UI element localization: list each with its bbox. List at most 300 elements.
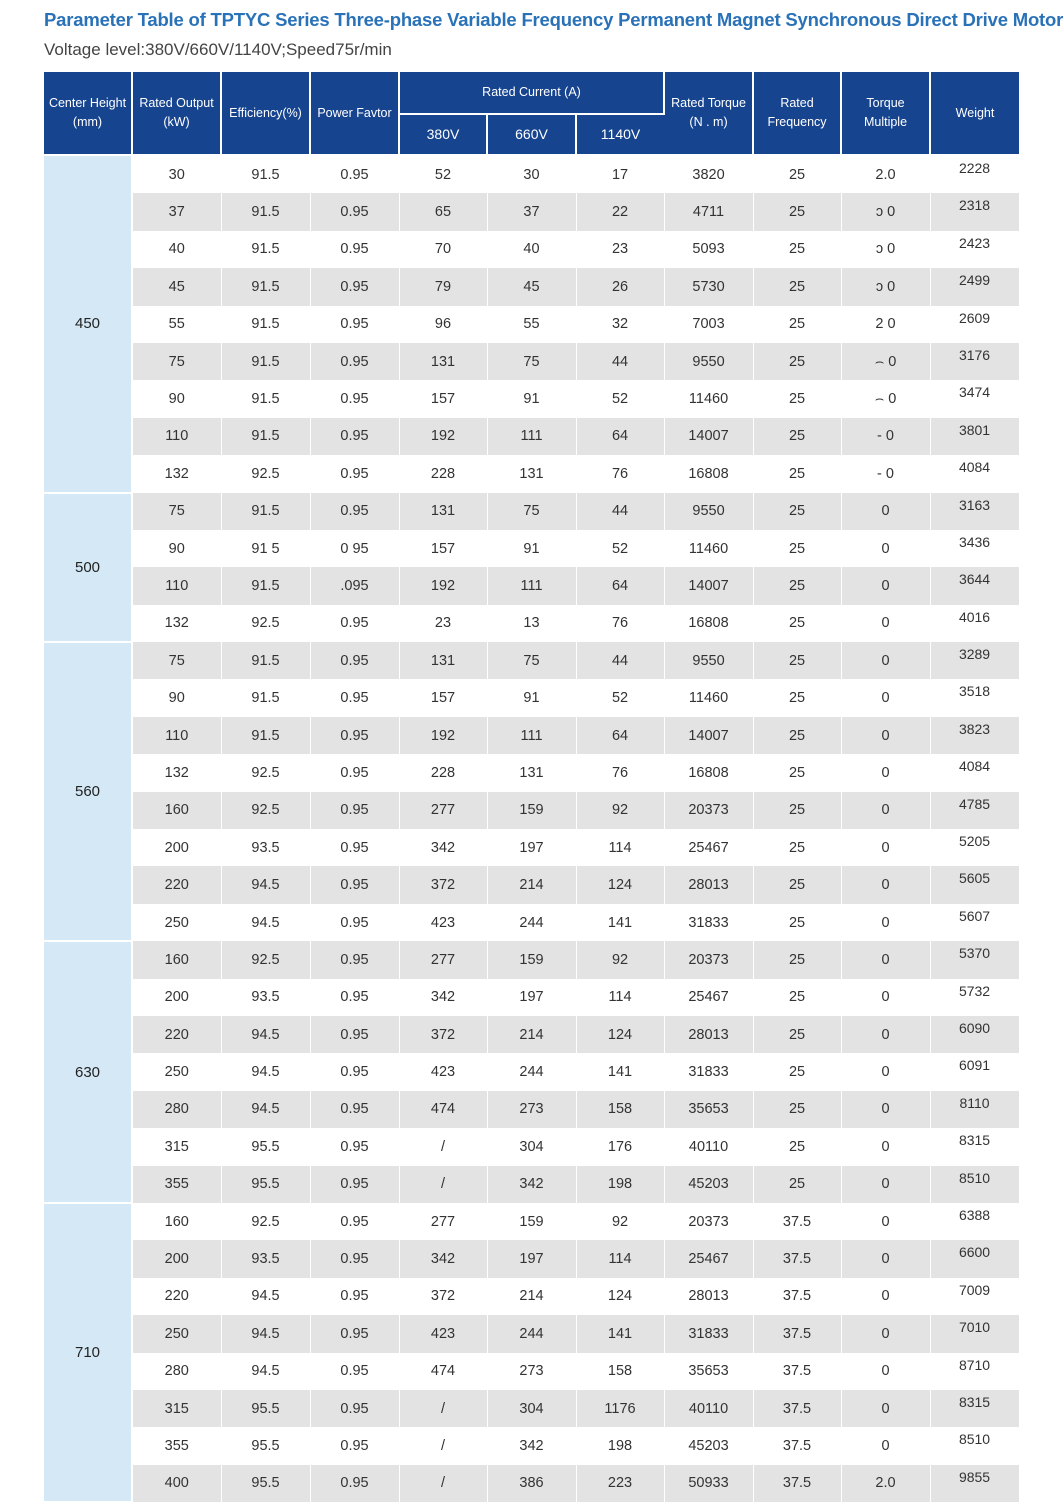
- rated-output-cell: 110: [132, 418, 221, 455]
- rated-torque-cell: 50933: [664, 1465, 753, 1502]
- table-row: [44, 1315, 1019, 1352]
- efficiency-cell: 91.5: [221, 679, 310, 716]
- torque-multiple-cell: 0: [841, 1427, 930, 1464]
- rated-output-cell: 45: [132, 268, 221, 305]
- rated-output-cell: 110: [132, 567, 221, 604]
- rated-output-cell: 200: [132, 829, 221, 866]
- efficiency-cell: 92.5: [221, 941, 310, 978]
- weight-cell: 5370: [930, 941, 1019, 978]
- current-1140v-cell: 76: [576, 605, 664, 642]
- current-380v-cell: 342: [399, 829, 487, 866]
- current-660v-cell: 214: [487, 866, 576, 903]
- rated-output-cell: 160: [132, 792, 221, 829]
- rated-frequency-cell: 25: [753, 231, 841, 268]
- table-row: [44, 1427, 1019, 1464]
- weight-cell: 5732: [930, 979, 1019, 1016]
- torque-multiple-cell: 0: [841, 1053, 930, 1090]
- efficiency-cell: 95.5: [221, 1166, 310, 1203]
- rated-output-cell: 355: [132, 1166, 221, 1203]
- rated-frequency-cell: 25: [753, 343, 841, 380]
- header-rated-torque: [664, 72, 753, 155]
- rated-output-cell: 75: [132, 642, 221, 679]
- torque-multiple-cell: 0: [841, 866, 930, 903]
- rated-torque-cell: 9550: [664, 642, 753, 679]
- rated-frequency-cell: 25: [753, 1016, 841, 1053]
- rated-frequency-cell: 25: [753, 792, 841, 829]
- rated-torque-cell: 31833: [664, 1315, 753, 1352]
- efficiency-cell: 93.5: [221, 1240, 310, 1277]
- weight-cell: 3289: [930, 642, 1019, 679]
- current-660v-cell: 159: [487, 941, 576, 978]
- header-center-height-unit: (mm): [72, 115, 103, 129]
- power-factor-cell: 0.95: [310, 455, 399, 492]
- rated-output-cell: 90: [132, 679, 221, 716]
- rated-torque-cell: 28013: [664, 866, 753, 903]
- rated-output-cell: 250: [132, 904, 221, 941]
- weight-cell: 3801: [930, 418, 1019, 455]
- weight-cell: 3474: [930, 380, 1019, 417]
- rated-output-cell: 55: [132, 306, 221, 343]
- table-row: [44, 1240, 1019, 1277]
- power-factor-cell: 0.95: [310, 904, 399, 941]
- current-380v-cell: /: [399, 1427, 487, 1464]
- power-factor-cell: 0.95: [310, 493, 399, 530]
- current-380v-cell: 157: [399, 530, 487, 567]
- rated-output-cell: 75: [132, 493, 221, 530]
- power-factor-cell: 0.95: [310, 979, 399, 1016]
- efficiency-cell: 91.5: [221, 193, 310, 230]
- torque-multiple-cell: 0: [841, 1016, 930, 1053]
- weight-cell: 4084: [930, 455, 1019, 492]
- current-380v-cell: 131: [399, 493, 487, 530]
- rated-frequency-cell: 25: [753, 866, 841, 903]
- parameter-table: [44, 72, 1020, 1503]
- current-1140v-cell: 52: [576, 530, 664, 567]
- efficiency-cell: 91.5: [221, 380, 310, 417]
- table-row: [44, 1465, 1019, 1502]
- current-380v-cell: 65: [399, 193, 487, 230]
- current-380v-cell: 423: [399, 1053, 487, 1090]
- current-660v-cell: 75: [487, 493, 576, 530]
- page-subtitle: Voltage level:380V/660V/1140V;Speed75r/min: [44, 40, 392, 59]
- power-factor-cell: 0.95: [310, 1091, 399, 1128]
- torque-multiple-cell: 0: [841, 979, 930, 1016]
- current-660v-cell: 197: [487, 829, 576, 866]
- table-row: [44, 1278, 1019, 1315]
- weight-cell: 6091: [930, 1053, 1019, 1090]
- header-center-height: [44, 72, 132, 155]
- current-380v-cell: /: [399, 1166, 487, 1203]
- efficiency-cell: 95.5: [221, 1427, 310, 1464]
- power-factor-cell: 0.95: [310, 679, 399, 716]
- table-row: [44, 231, 1019, 268]
- current-660v-cell: 111: [487, 418, 576, 455]
- current-380v-cell: 192: [399, 418, 487, 455]
- header-efficiency: Efficiency(%): [221, 72, 310, 155]
- efficiency-cell: 93.5: [221, 979, 310, 1016]
- weight-cell: 2318: [930, 193, 1019, 230]
- torque-multiple-cell: 0: [841, 642, 930, 679]
- rated-torque-cell: 16808: [664, 754, 753, 791]
- center-height-cell: 450: [44, 155, 132, 493]
- efficiency-cell: 91.5: [221, 155, 310, 193]
- rated-frequency-cell: 25: [753, 530, 841, 567]
- rated-output-cell: 400: [132, 1465, 221, 1502]
- current-1140v-cell: 52: [576, 380, 664, 417]
- rated-output-cell: 315: [132, 1390, 221, 1427]
- rated-torque-cell: 16808: [664, 605, 753, 642]
- rated-frequency-cell: 25: [753, 1166, 841, 1203]
- rated-output-cell: 132: [132, 455, 221, 492]
- weight-cell: 6600: [930, 1240, 1019, 1277]
- current-660v-cell: 30: [487, 155, 576, 193]
- current-660v-cell: 159: [487, 792, 576, 829]
- weight-cell: 8315: [930, 1390, 1019, 1427]
- current-660v-cell: 244: [487, 904, 576, 941]
- efficiency-cell: 92.5: [221, 792, 310, 829]
- table-row: [44, 530, 1019, 567]
- table-row: [44, 754, 1019, 791]
- rated-torque-cell: 20373: [664, 792, 753, 829]
- rated-frequency-cell: 25: [753, 306, 841, 343]
- table-row: [44, 605, 1019, 642]
- torque-multiple-cell: 0: [841, 1315, 930, 1352]
- rated-frequency-cell: 37.5: [753, 1353, 841, 1390]
- current-380v-cell: /: [399, 1390, 487, 1427]
- table-row: [44, 155, 1019, 193]
- rated-output-cell: 200: [132, 1240, 221, 1277]
- current-660v-cell: 111: [487, 567, 576, 604]
- rated-frequency-cell: 25: [753, 268, 841, 305]
- table-row: [44, 866, 1019, 903]
- rated-torque-cell: 25467: [664, 979, 753, 1016]
- current-660v-cell: 214: [487, 1278, 576, 1315]
- rated-torque-cell: 14007: [664, 567, 753, 604]
- power-factor-cell: 0.95: [310, 605, 399, 642]
- rated-frequency-cell: 37.5: [753, 1278, 841, 1315]
- power-factor-cell: 0 95: [310, 530, 399, 567]
- current-380v-cell: 192: [399, 567, 487, 604]
- table-row: [44, 679, 1019, 716]
- efficiency-cell: 91.5: [221, 717, 310, 754]
- current-380v-cell: 423: [399, 1315, 487, 1352]
- header-rated-torque-label: Rated Torque: [671, 96, 746, 110]
- efficiency-cell: 94.5: [221, 1278, 310, 1315]
- efficiency-cell: 91.5: [221, 343, 310, 380]
- header-torque-multiple-line2: Multiple: [863, 115, 908, 129]
- rated-torque-cell: 35653: [664, 1353, 753, 1390]
- current-1140v-cell: 124: [576, 866, 664, 903]
- rated-output-cell: 160: [132, 941, 221, 978]
- torque-multiple-cell: ⌢ 0: [841, 380, 930, 417]
- efficiency-cell: 92.5: [221, 455, 310, 492]
- current-380v-cell: 474: [399, 1091, 487, 1128]
- power-factor-cell: 0.95: [310, 1315, 399, 1352]
- rated-frequency-cell: 25: [753, 193, 841, 230]
- rated-frequency-cell: 25: [753, 904, 841, 941]
- rated-torque-cell: 31833: [664, 1053, 753, 1090]
- current-660v-cell: 159: [487, 1203, 576, 1240]
- table-row: [44, 567, 1019, 604]
- rated-frequency-cell: 25: [753, 754, 841, 791]
- current-380v-cell: 228: [399, 455, 487, 492]
- weight-cell: 8510: [930, 1427, 1019, 1464]
- torque-multiple-cell: 0: [841, 1390, 930, 1427]
- rated-torque-cell: 40110: [664, 1390, 753, 1427]
- efficiency-cell: 94.5: [221, 1315, 310, 1352]
- current-380v-cell: 423: [399, 904, 487, 941]
- weight-cell: 5605: [930, 866, 1019, 903]
- power-factor-cell: 0.95: [310, 1353, 399, 1390]
- weight-cell: 3436: [930, 530, 1019, 567]
- rated-output-cell: 30: [132, 155, 221, 193]
- torque-multiple-cell: 0: [841, 530, 930, 567]
- current-1140v-cell: 114: [576, 1240, 664, 1277]
- current-380v-cell: 277: [399, 1203, 487, 1240]
- current-380v-cell: 157: [399, 679, 487, 716]
- center-height-cell: 500: [44, 493, 132, 643]
- current-660v-cell: 55: [487, 306, 576, 343]
- current-1140v-cell: 64: [576, 717, 664, 754]
- current-1140v-cell: 64: [576, 567, 664, 604]
- weight-cell: 8710: [930, 1353, 1019, 1390]
- power-factor-cell: 0.95: [310, 1465, 399, 1502]
- rated-output-cell: 160: [132, 1203, 221, 1240]
- current-380v-cell: 342: [399, 979, 487, 1016]
- table-row: [44, 380, 1019, 417]
- current-1140v-cell: 114: [576, 829, 664, 866]
- table-row: [44, 306, 1019, 343]
- center-height-cell: 710: [44, 1203, 132, 1502]
- table-row: [44, 829, 1019, 866]
- power-factor-cell: 0.95: [310, 829, 399, 866]
- efficiency-cell: 92.5: [221, 1203, 310, 1240]
- current-1140v-cell: 23: [576, 231, 664, 268]
- power-factor-cell: 0.95: [310, 231, 399, 268]
- rated-torque-cell: 11460: [664, 380, 753, 417]
- current-1140v-cell: 22: [576, 193, 664, 230]
- rated-torque-cell: 5093: [664, 231, 753, 268]
- current-660v-cell: 197: [487, 979, 576, 1016]
- table-row: [44, 1390, 1019, 1427]
- header-torque-multiple: [841, 72, 930, 155]
- current-1140v-cell: 44: [576, 642, 664, 679]
- rated-torque-cell: 25467: [664, 1240, 753, 1277]
- current-1140v-cell: 44: [576, 493, 664, 530]
- table-row: [44, 904, 1019, 941]
- current-1140v-cell: 32: [576, 306, 664, 343]
- current-660v-cell: 304: [487, 1390, 576, 1427]
- rated-torque-cell: 4711: [664, 193, 753, 230]
- weight-cell: 4016: [930, 605, 1019, 642]
- power-factor-cell: 0.95: [310, 1053, 399, 1090]
- current-380v-cell: 157: [399, 380, 487, 417]
- torque-multiple-cell: 0: [841, 941, 930, 978]
- header-1140v: 1140V: [576, 114, 664, 155]
- rated-output-cell: 40: [132, 231, 221, 268]
- rated-output-cell: 220: [132, 866, 221, 903]
- efficiency-cell: 91.5: [221, 268, 310, 305]
- weight-cell: 3644: [930, 567, 1019, 604]
- current-380v-cell: 70: [399, 231, 487, 268]
- rated-torque-cell: 20373: [664, 1203, 753, 1240]
- rated-output-cell: 315: [132, 1128, 221, 1165]
- torque-multiple-cell: 0: [841, 493, 930, 530]
- current-380v-cell: 277: [399, 792, 487, 829]
- rated-torque-cell: 28013: [664, 1016, 753, 1053]
- table-row: [44, 1166, 1019, 1203]
- current-660v-cell: 342: [487, 1166, 576, 1203]
- weight-cell: 3823: [930, 717, 1019, 754]
- rated-frequency-cell: 25: [753, 1091, 841, 1128]
- current-1140v-cell: 158: [576, 1091, 664, 1128]
- weight-cell: 7009: [930, 1278, 1019, 1315]
- header-rated-torque-unit: (N . m): [689, 115, 728, 129]
- rated-frequency-cell: 37.5: [753, 1390, 841, 1427]
- table-row: [44, 268, 1019, 305]
- header-rated-frequency: [753, 72, 841, 155]
- current-660v-cell: 91: [487, 530, 576, 567]
- rated-frequency-cell: 37.5: [753, 1315, 841, 1352]
- rated-frequency-cell: 37.5: [753, 1240, 841, 1277]
- torque-multiple-cell: 0: [841, 792, 930, 829]
- current-660v-cell: 37: [487, 193, 576, 230]
- power-factor-cell: 0.95: [310, 1390, 399, 1427]
- table-row: [44, 418, 1019, 455]
- weight-cell: 5607: [930, 904, 1019, 941]
- rated-frequency-cell: 25: [753, 380, 841, 417]
- torque-multiple-cell: 0: [841, 679, 930, 716]
- header-rated-output-label: Rated Output: [139, 96, 214, 110]
- torque-multiple-cell: 0: [841, 1166, 930, 1203]
- table-row: [44, 1091, 1019, 1128]
- table-row: [44, 717, 1019, 754]
- torque-multiple-cell: 0: [841, 1240, 930, 1277]
- rated-output-cell: 75: [132, 343, 221, 380]
- header-660v: 660V: [487, 114, 576, 155]
- rated-torque-cell: 11460: [664, 679, 753, 716]
- power-factor-cell: .095: [310, 567, 399, 604]
- weight-cell: 5205: [930, 829, 1019, 866]
- rated-output-cell: 132: [132, 605, 221, 642]
- current-660v-cell: 273: [487, 1353, 576, 1390]
- current-380v-cell: 372: [399, 1278, 487, 1315]
- rated-torque-cell: 9550: [664, 493, 753, 530]
- current-380v-cell: 79: [399, 268, 487, 305]
- efficiency-cell: 95.5: [221, 1465, 310, 1502]
- rated-frequency-cell: 37.5: [753, 1427, 841, 1464]
- rated-torque-cell: 40110: [664, 1128, 753, 1165]
- rated-output-cell: 280: [132, 1353, 221, 1390]
- header-rated-output-unit: (kW): [163, 115, 190, 129]
- weight-cell: 3176: [930, 343, 1019, 380]
- current-380v-cell: /: [399, 1128, 487, 1165]
- rated-torque-cell: 7003: [664, 306, 753, 343]
- center-height-cell: 630: [44, 941, 132, 1203]
- power-factor-cell: 0.95: [310, 642, 399, 679]
- power-factor-cell: 0.95: [310, 941, 399, 978]
- header-weight: Weight: [930, 72, 1019, 155]
- power-factor-cell: 0.95: [310, 193, 399, 230]
- rated-frequency-cell: 25: [753, 679, 841, 716]
- efficiency-cell: 94.5: [221, 1091, 310, 1128]
- header-380v: 380V: [399, 114, 487, 155]
- rated-output-cell: 110: [132, 717, 221, 754]
- rated-frequency-cell: 25: [753, 1128, 841, 1165]
- rated-torque-cell: 45203: [664, 1166, 753, 1203]
- torque-multiple-cell: ‐ 0: [841, 455, 930, 492]
- current-660v-cell: 40: [487, 231, 576, 268]
- table-row: [44, 193, 1019, 230]
- table-row: [44, 1203, 1019, 1240]
- table-row: [44, 979, 1019, 1016]
- current-1140v-cell: 64: [576, 418, 664, 455]
- current-380v-cell: 52: [399, 155, 487, 193]
- rated-torque-cell: 9550: [664, 343, 753, 380]
- torque-multiple-cell: 0: [841, 605, 930, 642]
- current-660v-cell: 244: [487, 1315, 576, 1352]
- current-660v-cell: 244: [487, 1053, 576, 1090]
- current-380v-cell: 277: [399, 941, 487, 978]
- weight-cell: 3163: [930, 493, 1019, 530]
- efficiency-cell: 91.5: [221, 231, 310, 268]
- current-1140v-cell: 141: [576, 1053, 664, 1090]
- torque-multiple-cell: 0: [841, 904, 930, 941]
- torque-multiple-cell: 0: [841, 754, 930, 791]
- weight-cell: 8110: [930, 1091, 1019, 1128]
- current-380v-cell: 228: [399, 754, 487, 791]
- efficiency-cell: 91.5: [221, 567, 310, 604]
- rated-frequency-cell: 25: [753, 155, 841, 193]
- rated-torque-cell: 28013: [664, 1278, 753, 1315]
- rated-torque-cell: 45203: [664, 1427, 753, 1464]
- weight-cell: 2499: [930, 268, 1019, 305]
- current-1140v-cell: 141: [576, 1315, 664, 1352]
- torque-multiple-cell: ⌢ 0: [841, 343, 930, 380]
- power-factor-cell: 0.95: [310, 1427, 399, 1464]
- efficiency-cell: 91.5: [221, 306, 310, 343]
- weight-cell: 2228: [930, 155, 1019, 193]
- current-660v-cell: 45: [487, 268, 576, 305]
- efficiency-cell: 92.5: [221, 754, 310, 791]
- current-380v-cell: 372: [399, 1016, 487, 1053]
- rated-frequency-cell: 25: [753, 941, 841, 978]
- center-height-cell: 560: [44, 642, 132, 941]
- rated-torque-cell: 14007: [664, 717, 753, 754]
- power-factor-cell: 0.95: [310, 792, 399, 829]
- efficiency-cell: 94.5: [221, 1016, 310, 1053]
- current-1140v-cell: 158: [576, 1353, 664, 1390]
- rated-torque-cell: 14007: [664, 418, 753, 455]
- weight-cell: 9855: [930, 1465, 1019, 1502]
- rated-frequency-cell: 37.5: [753, 1465, 841, 1502]
- power-factor-cell: 0.95: [310, 268, 399, 305]
- rated-output-cell: 280: [132, 1091, 221, 1128]
- current-1140v-cell: 1176: [576, 1390, 664, 1427]
- table-row: [44, 343, 1019, 380]
- current-380v-cell: 23: [399, 605, 487, 642]
- rated-torque-cell: 5730: [664, 268, 753, 305]
- table-row: [44, 941, 1019, 978]
- current-380v-cell: 192: [399, 717, 487, 754]
- rated-output-cell: 250: [132, 1053, 221, 1090]
- weight-cell: 8315: [930, 1128, 1019, 1165]
- efficiency-cell: 94.5: [221, 1353, 310, 1390]
- rated-output-cell: 37: [132, 193, 221, 230]
- current-1140v-cell: 92: [576, 941, 664, 978]
- current-660v-cell: 131: [487, 754, 576, 791]
- current-1140v-cell: 198: [576, 1427, 664, 1464]
